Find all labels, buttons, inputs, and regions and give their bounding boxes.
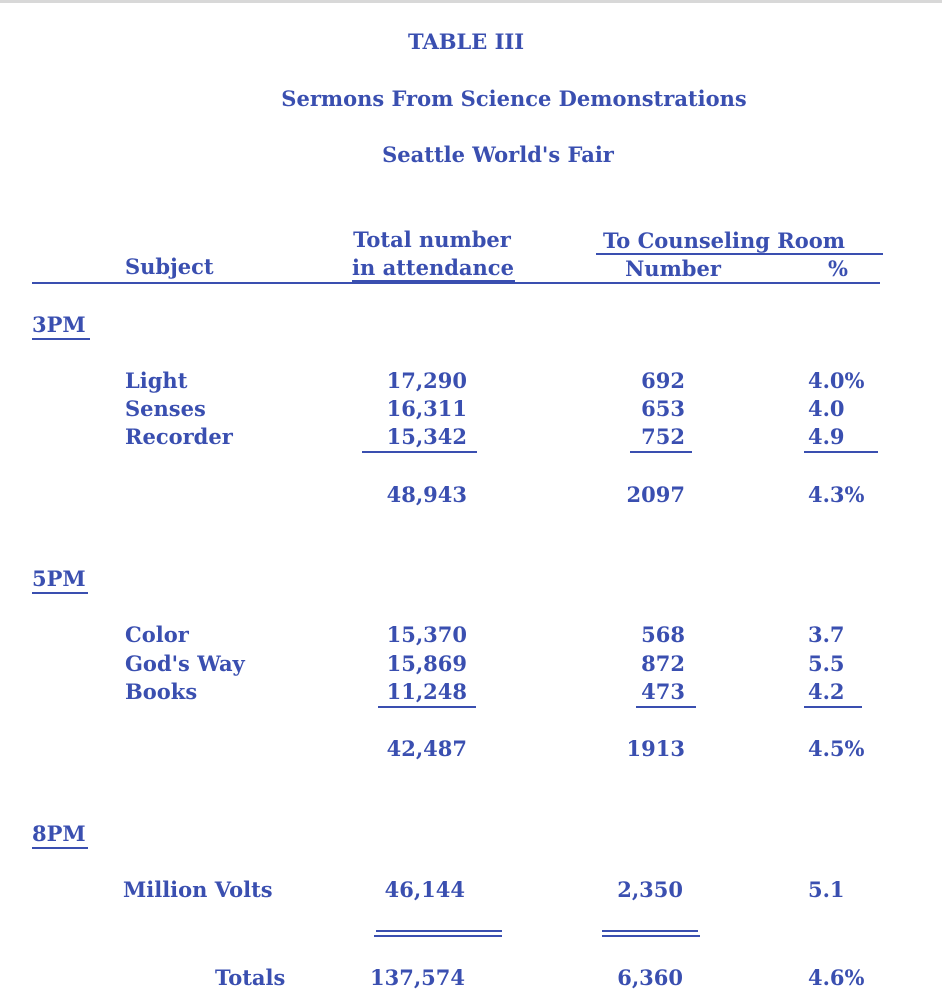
row-number: 752: [641, 424, 685, 449]
totals-percent: 4.6%: [808, 965, 865, 990]
header-number: Number: [625, 256, 721, 281]
row-number: 473: [641, 679, 685, 704]
totals-number: 6,360: [617, 965, 683, 990]
row-subject: Recorder: [125, 424, 233, 449]
row-total: 17,290: [386, 368, 467, 393]
sum-underline-percent: [804, 706, 862, 708]
group-time-8pm: 8PM: [32, 821, 86, 846]
row-number: 568: [641, 622, 685, 647]
totals-label: Totals: [215, 965, 286, 990]
table-subtitle: Seattle World's Fair: [382, 142, 614, 167]
sum-underline-number: [636, 706, 696, 708]
subtotal-number: 2097: [626, 482, 685, 507]
row-number: 653: [641, 396, 685, 421]
header-total-line2: in attendance: [352, 255, 514, 280]
totals-double-rule-total-a: [376, 930, 502, 932]
group-time-5pm: 5PM: [32, 566, 86, 591]
header-subject: Subject: [125, 254, 214, 279]
row-number: 2,350: [617, 877, 683, 902]
header-counseling-underline: [596, 253, 883, 255]
row-total: 15,869: [386, 651, 467, 676]
row-subject: God's Way: [125, 651, 245, 676]
row-percent: 3.7: [808, 622, 845, 647]
totals-double-rule-total-b: [374, 935, 502, 937]
sum-underline-number: [630, 451, 692, 453]
table-title: Sermons From Science Demonstrations: [281, 86, 747, 111]
group-time-8pm-underline: [32, 847, 88, 849]
subtotal-total: 42,487: [386, 736, 467, 761]
header-rule: [32, 282, 880, 284]
subtotal-percent: 4.5%: [808, 736, 865, 761]
row-percent: 4.9: [808, 424, 845, 449]
row-subject: Senses: [125, 396, 206, 421]
row-percent: 4.0: [808, 396, 845, 421]
subtotal-total: 48,943: [386, 482, 467, 507]
group-time-5pm-underline: [32, 592, 88, 594]
row-total: 11,248: [386, 679, 467, 704]
row-percent: 5.1: [808, 877, 845, 902]
totals-double-rule-number-a: [602, 930, 698, 932]
row-subject: Million Volts: [123, 877, 273, 902]
row-percent: 4.0%: [808, 368, 865, 393]
row-total: 46,144: [384, 877, 465, 902]
row-subject: Light: [125, 368, 188, 393]
page-top-edge: [0, 0, 942, 3]
sum-underline-total: [362, 451, 477, 453]
row-percent: 4.2: [808, 679, 845, 704]
subtotal-percent: 4.3%: [808, 482, 865, 507]
row-number: 872: [641, 651, 685, 676]
header-percent: %: [828, 256, 848, 281]
header-total-line1: Total number: [353, 227, 511, 252]
sum-underline-total: [378, 706, 476, 708]
group-time-3pm-underline: [32, 338, 90, 340]
row-total: 15,342: [386, 424, 467, 449]
table-label: TABLE III: [407, 29, 525, 54]
sum-underline-percent: [804, 451, 878, 453]
totals-total: 137,574: [370, 965, 465, 990]
totals-double-rule-number-b: [602, 935, 700, 937]
row-total: 16,311: [386, 396, 467, 421]
row-number: 692: [641, 368, 685, 393]
group-time-3pm: 3PM: [32, 312, 86, 337]
subtotal-number: 1913: [626, 736, 685, 761]
row-subject: Books: [125, 679, 198, 704]
row-subject: Color: [125, 622, 189, 647]
row-percent: 5.5: [808, 651, 845, 676]
row-total: 15,370: [386, 622, 467, 647]
header-counseling: To Counseling Room: [603, 228, 845, 253]
